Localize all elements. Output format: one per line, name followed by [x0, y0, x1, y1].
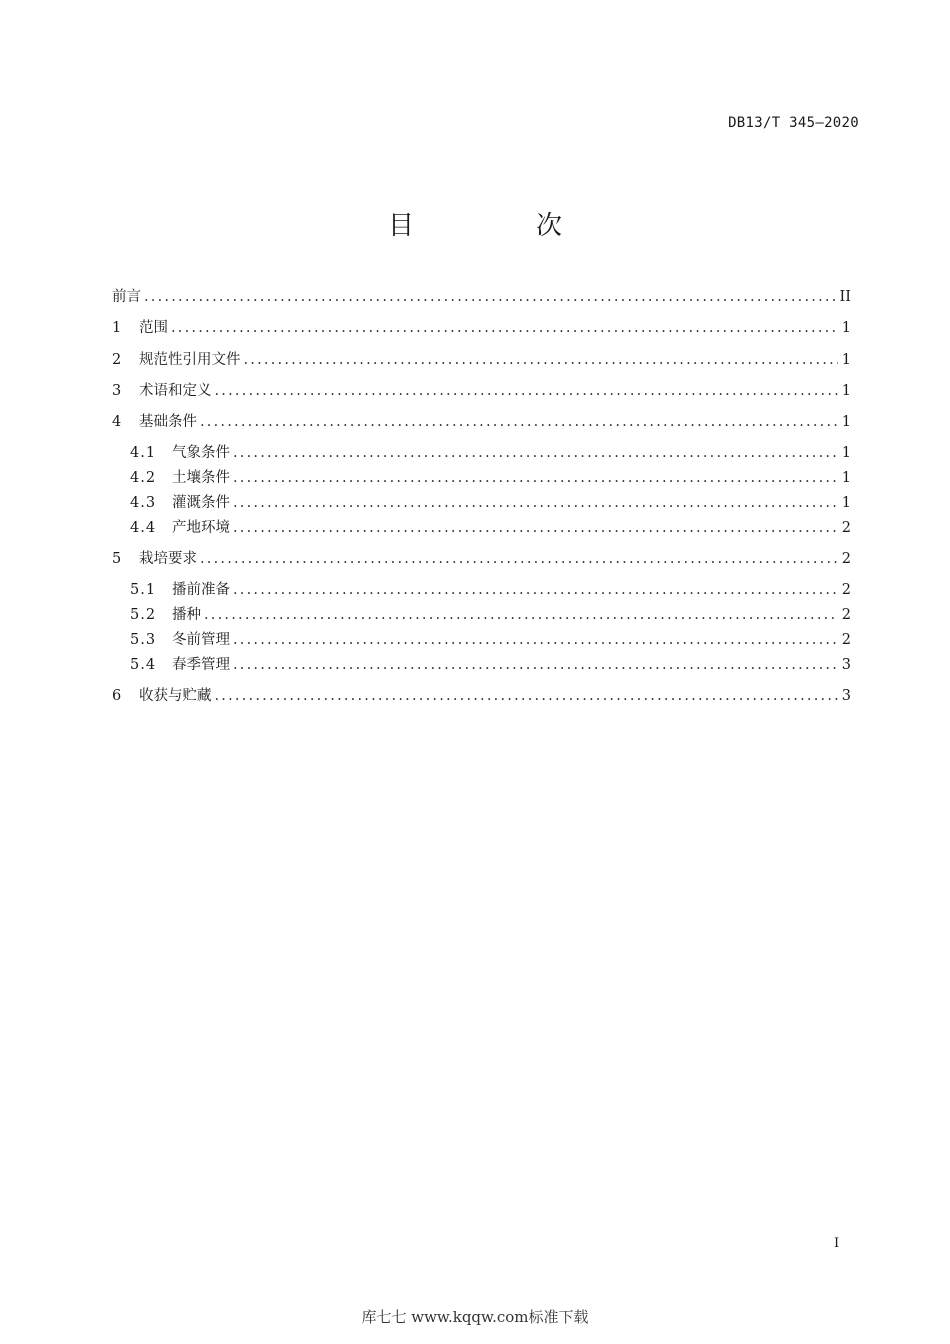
toc-entry-number: 5.4 [130, 657, 157, 673]
toc-entry-number: 6 [112, 688, 122, 704]
toc-dot-leader [215, 381, 839, 401]
toc-entry-page: 1 [841, 383, 851, 399]
toc-entry[interactable] [130, 580, 851, 600]
toc-dot-leader [215, 686, 839, 706]
toc-dot-leader [233, 468, 838, 488]
footer-watermark: 库七七 www.kqqw.com标准下载 [361, 1308, 589, 1326]
toc-dot-leader [233, 630, 838, 650]
toc-entry[interactable] [130, 518, 851, 538]
toc-dot-leader [200, 549, 838, 569]
toc-dot-leader [233, 655, 838, 675]
toc-entry[interactable] [112, 287, 851, 307]
toc-entry[interactable] [112, 686, 851, 706]
toc-entry-page: II [839, 289, 851, 305]
toc-entry-number: 4.3 [130, 495, 157, 511]
toc-entry[interactable] [112, 318, 851, 338]
toc-entry-label: 范围 [139, 320, 168, 336]
toc-entry[interactable] [112, 381, 851, 401]
toc-entry-number: 5.1 [130, 582, 157, 598]
toc-entry-label: 气象条件 [172, 445, 230, 461]
toc-entry[interactable] [130, 605, 851, 625]
toc-entry-page: 2 [841, 551, 851, 567]
toc-entry-page: 1 [841, 414, 851, 430]
toc-entry-number: 4.4 [130, 520, 157, 536]
toc-entry-number: 4.1 [130, 445, 157, 461]
toc-dot-leader [200, 412, 838, 432]
toc-entry-page: 2 [841, 582, 851, 598]
toc-entry-page: 1 [841, 352, 851, 368]
toc-entry-number: 2 [112, 352, 122, 368]
toc-entry-label: 栽培要求 [139, 551, 197, 567]
toc-entry-number: 5.3 [130, 632, 157, 648]
toc-title: 目 次 [387, 211, 610, 241]
toc-entry-label: 收获与贮藏 [139, 688, 212, 704]
toc-dot-leader [171, 318, 838, 338]
toc-entry[interactable] [130, 655, 851, 675]
toc-dot-leader [144, 287, 837, 307]
toc-entry[interactable] [112, 549, 851, 569]
toc-entry[interactable] [112, 412, 851, 432]
toc-entry-label: 春季管理 [172, 657, 230, 673]
toc-entry-label: 土壤条件 [172, 470, 230, 486]
toc-entry[interactable] [112, 350, 851, 370]
toc-entry-label: 冬前管理 [172, 632, 230, 648]
toc-entry-label: 规范性引用文件 [139, 352, 241, 368]
toc-entry-page: 3 [841, 688, 851, 704]
toc-dot-leader [233, 493, 838, 513]
toc-entry[interactable] [130, 468, 851, 488]
toc-entry-page: 3 [841, 657, 851, 673]
toc-entry-page: 2 [841, 632, 851, 648]
toc-entry-label: 术语和定义 [139, 383, 212, 399]
toc-entry-page: 1 [841, 445, 851, 461]
toc-entry[interactable] [130, 493, 851, 513]
toc-entry-label: 基础条件 [139, 414, 197, 430]
toc-entry-page: 1 [841, 470, 851, 486]
toc-entry-label: 灌溉条件 [172, 495, 230, 511]
toc-entry-page: 2 [841, 520, 851, 536]
toc-entry-label: 播前准备 [172, 582, 230, 598]
toc-entry-label: 产地环境 [172, 520, 230, 536]
toc-entry-page: 1 [841, 320, 851, 336]
toc-entry[interactable] [130, 443, 851, 463]
document-code: DB13/T 345—2020 [728, 115, 859, 131]
toc-entry-page: 1 [841, 495, 851, 511]
toc-entry-number: 3 [112, 383, 122, 399]
toc-entry-number: 5 [112, 551, 122, 567]
toc-entry-number: 5.2 [130, 607, 157, 623]
toc-entry[interactable] [130, 630, 851, 650]
toc-entry-number: 4.2 [130, 470, 157, 486]
toc-entry-label: 播种 [172, 607, 201, 623]
toc-dot-leader [204, 605, 838, 625]
toc-dot-leader [233, 518, 838, 538]
page-number: I [834, 1236, 840, 1251]
toc-dot-leader [233, 580, 838, 600]
toc-dot-leader [244, 350, 839, 370]
toc-dot-leader [233, 443, 838, 463]
toc-entry-label: 前言 [112, 289, 141, 305]
toc-entry-number: 1 [112, 320, 122, 336]
toc-entry-page: 2 [841, 607, 851, 623]
toc-entry-number: 4 [112, 414, 122, 430]
